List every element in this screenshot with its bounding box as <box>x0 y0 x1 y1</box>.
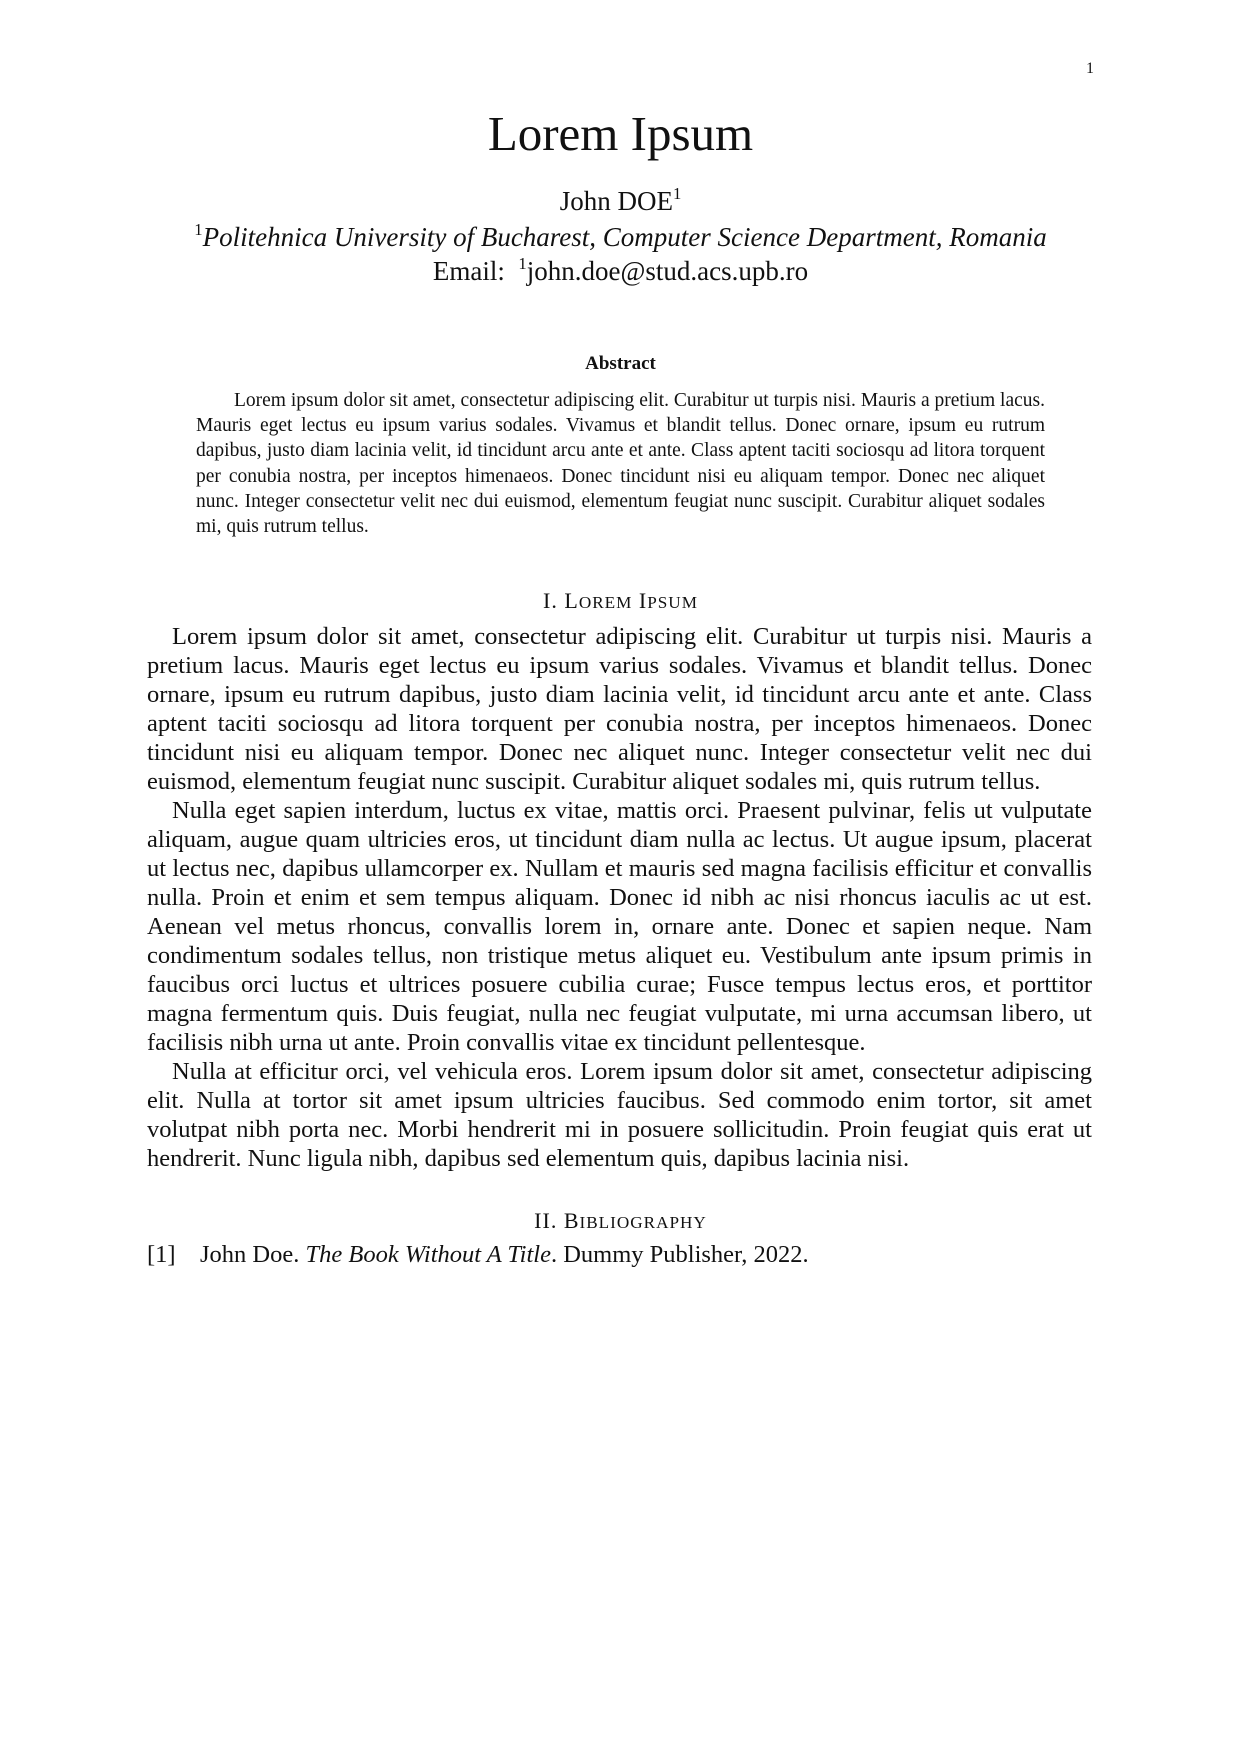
author-line <box>0 185 1241 217</box>
section-title-rest: PSUM <box>647 593 698 612</box>
section-heading-lorem-ipsum <box>0 588 1241 616</box>
section-title-cap: B <box>563 1208 580 1233</box>
author-affiliation-mark: 1 <box>672 184 682 204</box>
page-number: 1 <box>1086 60 1094 77</box>
abstract-text: Lorem ipsum dolor sit amet, consectetur adipiscing elit. Curabitur ut turpis nisi. Mauris a pretium lacus. Mauris eget lectus eu ipsum varius sodales. Vivamus et blandit tellus. Donec ornare, ipsum eu rutrum dapibus, justo diam lacinia velit, id tincidunt arcu ante et ante. Class aptent taciti sociosqu ad litora torquent per conubia nostra, per inceptos himenaeos. Donec tincidunt nisi eu aliquam tempor. Donec nec aliquet nunc. Integer consectetur velit nec dui euismod, elementum feugiat nunc suscipit. Curabitur aliquet sodales mi, quis rutrum tellus. <box>196 390 1045 538</box>
affiliation-text: Politehnica University of Bucharest, Computer Science Department, Romania <box>202 222 1047 252</box>
abstract-heading: Abstract <box>585 353 656 374</box>
section-heading-bibliography <box>0 1208 1241 1236</box>
section-numeral: II. <box>534 1208 558 1233</box>
bibliography-entry <box>147 1240 1092 1269</box>
author-name: John DOE <box>559 186 673 216</box>
bibliography-author: John Doe. <box>200 1241 300 1268</box>
section-numeral: I. <box>543 588 558 613</box>
email-mark: 1 <box>518 254 527 274</box>
email-label: Email: <box>432 256 505 286</box>
paper-title: Lorem Ipsum <box>487 106 754 161</box>
section-body <box>147 622 1092 1173</box>
body-paragraph: Lorem ipsum dolor sit amet, consectetur adipiscing elit. Curabitur ut turpis nisi. Mauris a pretium lacus. Mauris eget lectus eu ipsum varius sodales. Vivamus et blandit tellus. Donec ornare, ipsum eu rutrum dapibus, justo diam lacinia velit, id tincidunt arcu ante et ante. Class aptent taciti sociosqu ad litora torquent per conubia nostra, per inceptos himenaeos. Donec tincidunt nisi eu aliquam tempor. Donec nec aliquet nunc. Integer consectetur velit nec dui euismod, elementum feugiat nunc suscipit. Curabitur aliquet sodales mi, quis rutrum tellus. <box>147 623 1092 795</box>
section-title-rest: OREM <box>578 593 633 612</box>
email-line <box>0 255 1241 287</box>
bibliography-publisher: . Dummy Publisher, 2022. <box>550 1241 809 1268</box>
affiliation-line <box>0 221 1241 253</box>
bibliography-title: The Book Without A Title <box>305 1241 551 1268</box>
email-address: john.doe@stud.acs.upb.ro <box>526 256 809 286</box>
bibliography-label: [1] <box>147 1241 176 1268</box>
body-paragraph: Nulla at efficitur orci, vel vehicula eros. Lorem ipsum dolor sit amet, consectetur adipiscing elit. Nulla at tortor sit amet ipsum ultricies faucibus. Sed commodo enim tortor, sit amet volutpat nibh porta nec. Morbi hendrerit mi in posuere sollicitudin. Proin feugiat quis erat ut hendrerit. Nunc ligula nibh, dapibus sed elementum quis, dapibus lacinia nisi. <box>147 1058 1092 1172</box>
affiliation-mark: 1 <box>194 220 203 240</box>
body-paragraph: Nulla eget sapien interdum, luctus ex vitae, mattis orci. Praesent pulvinar, felis ut vulputate aliquam, augue quam ultricies eros, ut tincidunt diam nulla ac lectus. Ut augue ipsum, placerat ut lectus nec, dapibus ullamcorper ex. Nullam et mauris sed magna facilisis efficitur et convallis nulla. Proin et enim et sem tempus aliquam. Donec id nibh ac nisi rhoncus iaculis ac ut est. Aenean vel metus rhoncus, convallis lorem in, ornare ante. Donec et sapien neque. Nam condimentum sodales tellus, non tristique metus aliquet eu. Vestibulum ante ipsum primis in faucibus orci luctus et ultrices posuere cubilia curae; Fusce tempus lectus eros, et porttitor magna fermentum quis. Duis feugiat, nulla nec feugiat vulputate, mi urna accumsan libero, ut facilisis nibh urna ut ante. Proin convallis vitae ex tincidunt pellentesque. <box>147 797 1092 1056</box>
section-title-rest: IBLIOGRAPHY <box>579 1213 707 1232</box>
section-title-cap: L <box>564 588 579 613</box>
section-title-cap: I <box>638 588 648 613</box>
